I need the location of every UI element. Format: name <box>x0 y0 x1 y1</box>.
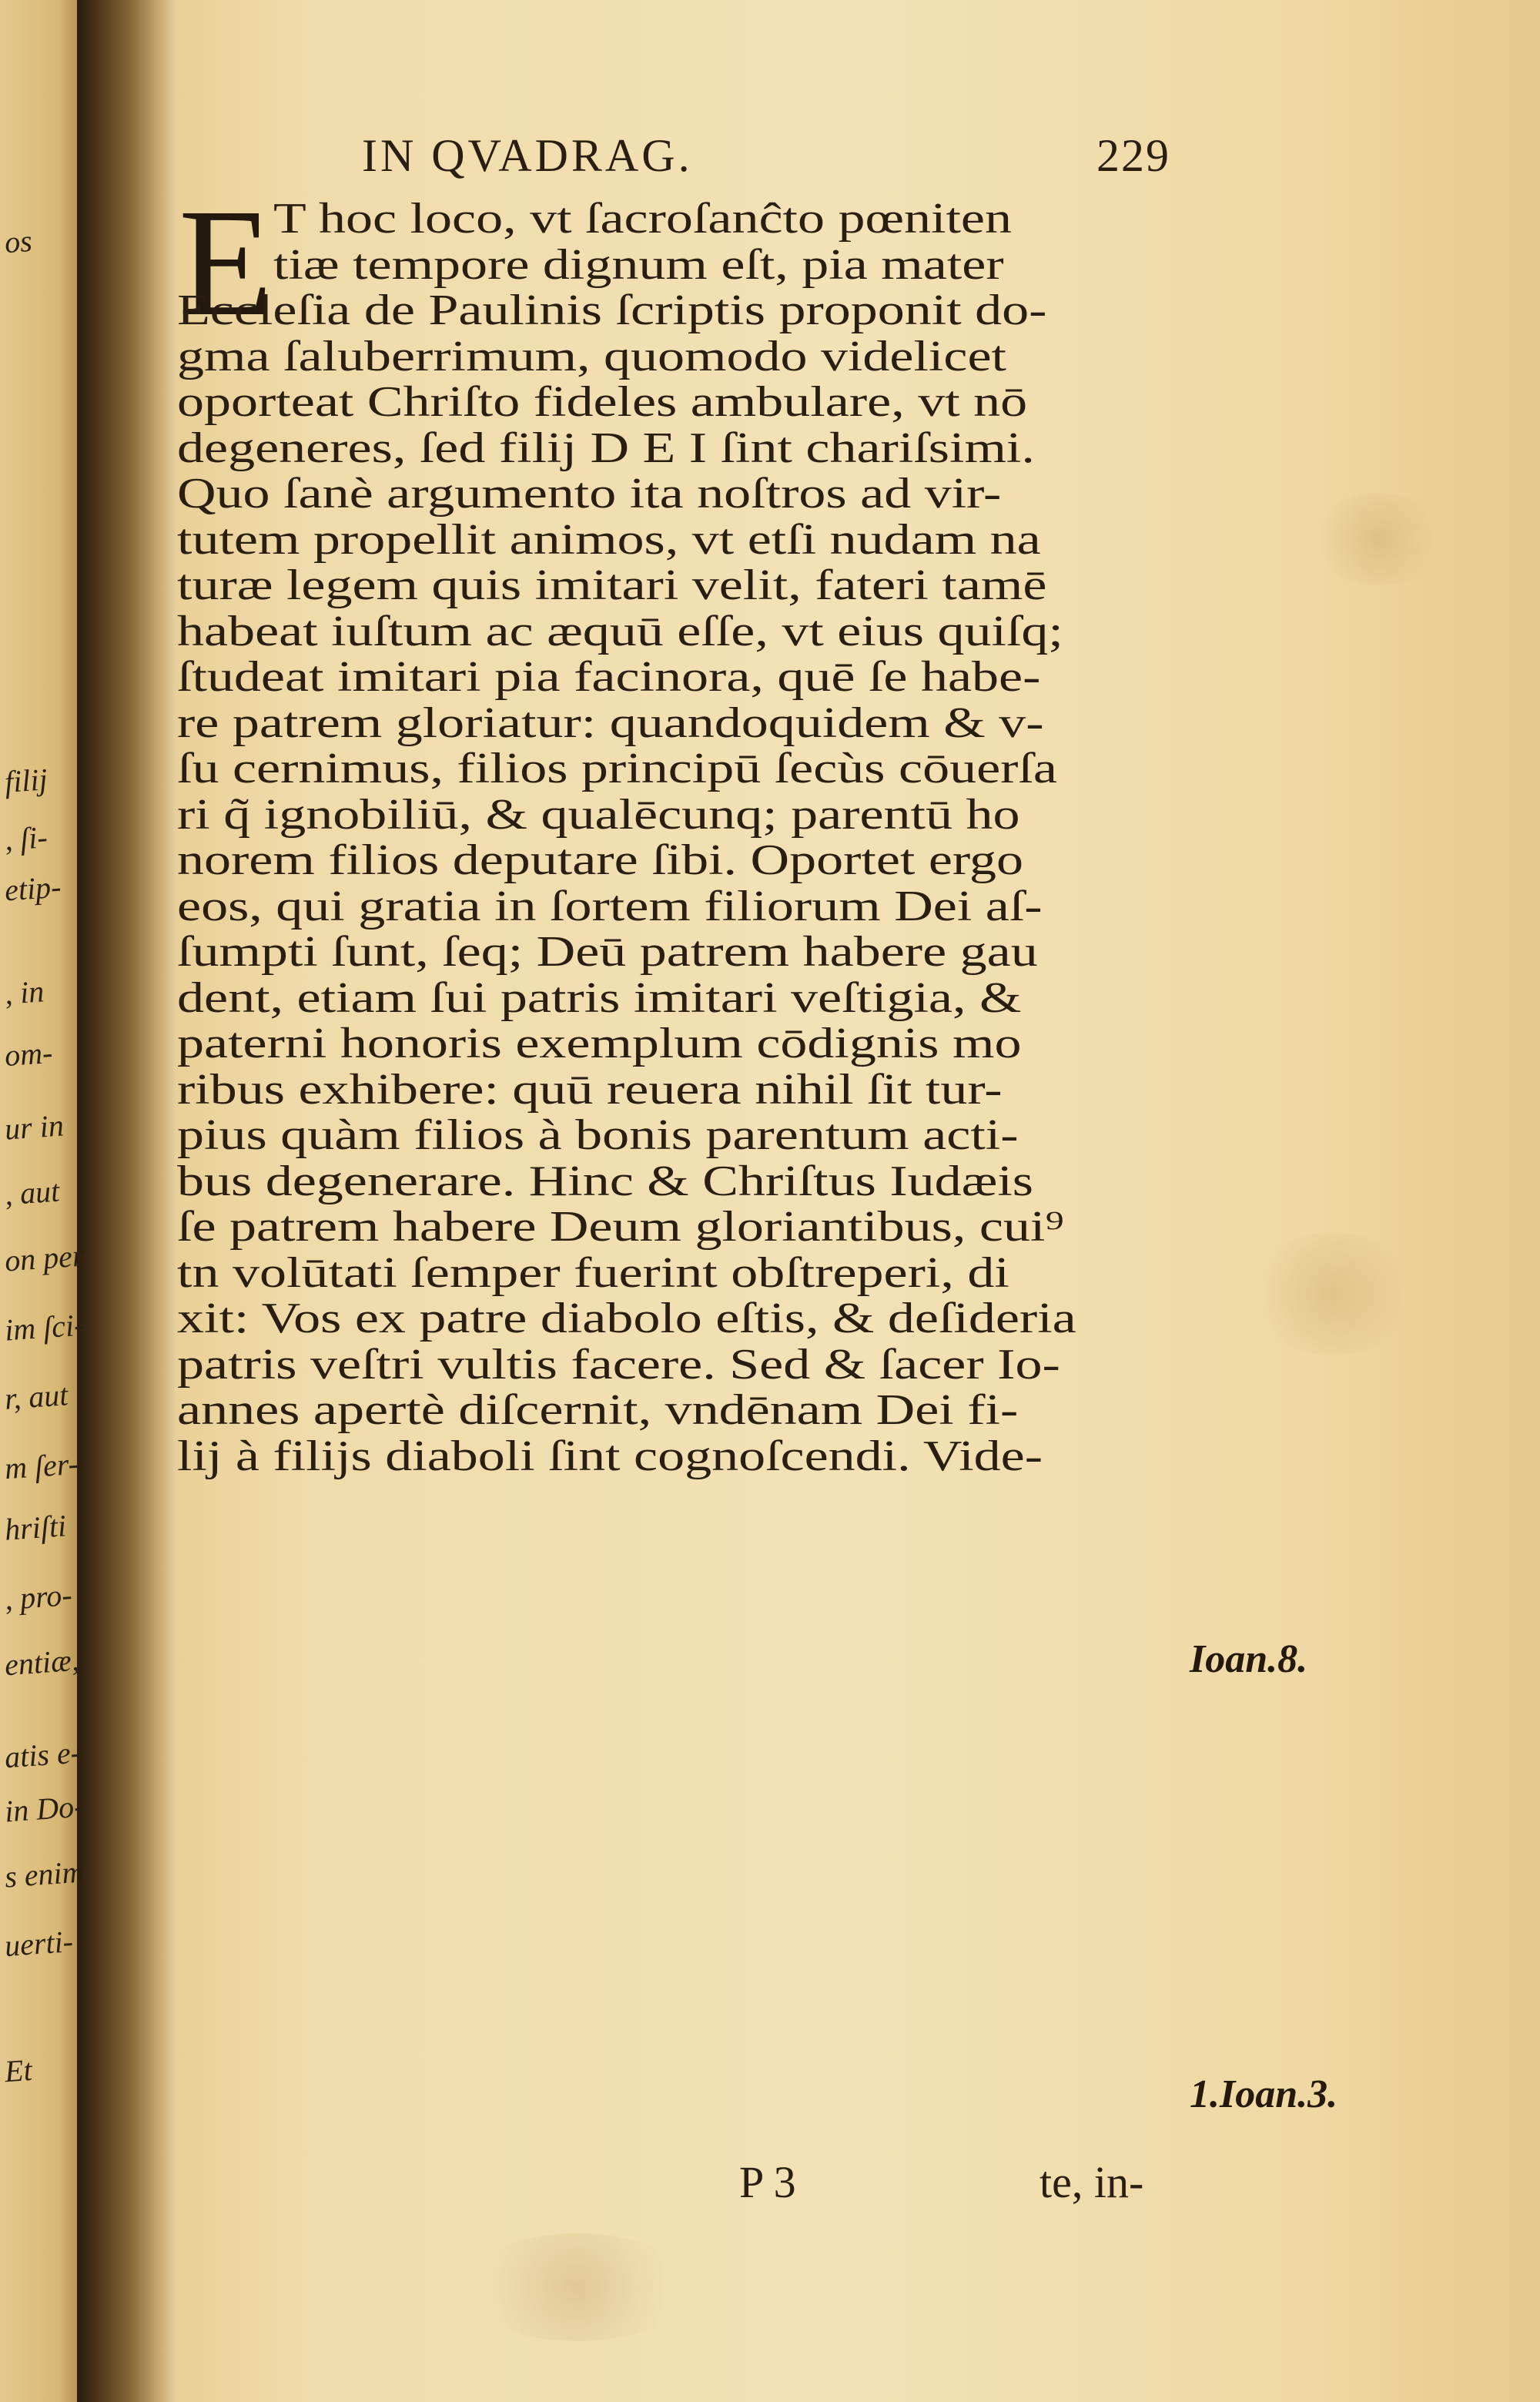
paper-stain <box>1309 493 1448 585</box>
facing-fragment: uerti- <box>3 1923 75 1964</box>
facing-fragment: etip- <box>3 869 62 908</box>
facing-fragment: Et <box>3 2052 34 2089</box>
text-line-content: turæ legem quis imitari velit, fateri tamē <box>177 561 1047 609</box>
paper-stain <box>1247 1232 1417 1355</box>
text-line-content: oporteat Chriſto fideles ambulare, vt nō <box>177 378 1028 426</box>
text-line-content: gma ſaluberrimum, quomodo videlicet <box>177 332 1006 380</box>
facing-fragment: on per <box>3 1238 85 1278</box>
signature-mark: P 3 <box>739 2157 796 2207</box>
text-line <box>177 746 1178 792</box>
paper-stain <box>462 2233 693 2341</box>
text-line <box>177 1296 1178 1342</box>
text-line-content: annes apertè diſcernit, vndēnam Dei fi- <box>177 1386 1019 1434</box>
text-line-content: tutem propellit animos, vt etſi nudam na <box>177 515 1041 564</box>
text-line <box>177 1113 1178 1159</box>
text-line <box>177 1342 1178 1389</box>
text-line <box>177 196 1178 243</box>
facing-fragment: im ſci- <box>3 1307 85 1348</box>
text-line-content: ſumpti ſunt, ſeq; Deū patrem habere gau <box>177 928 1038 976</box>
text-line-content: paterni honoris exemplum cōdignis mo <box>177 1020 1022 1067</box>
text-line-content: lij à filijs diaboli ſint cognoſcendi. Vide- <box>177 1432 1043 1480</box>
text-line-content: ſe patrem habere Deum gloriantibus, cui⁹ <box>177 1203 1064 1251</box>
text-line <box>177 1204 1178 1251</box>
text-line-content: degeneres, ſed filij D E I ſint chariſsimi. <box>177 424 1035 472</box>
facing-page-text-fragments <box>0 0 85 2402</box>
text-line <box>177 515 1178 564</box>
facing-fragment: r, aut <box>3 1377 69 1416</box>
text-line <box>177 1388 1178 1434</box>
facing-fragment: , aut <box>3 1173 61 1212</box>
text-line <box>177 838 1178 884</box>
text-line <box>177 1434 1178 1480</box>
facing-fragment: in Do- <box>3 1788 85 1829</box>
binding-gutter <box>77 0 177 2402</box>
marginal-reference: Ioan.8. <box>1190 1637 1308 1681</box>
text-line <box>177 973 1178 1022</box>
facing-fragment: s enim <box>3 1854 85 1894</box>
text-line-content: Quo ſanè argumento ita noſtros ad vir- <box>177 470 1002 518</box>
drop-capital: E <box>179 178 273 348</box>
facing-fragment: , in <box>3 973 45 1011</box>
text-line-content: tiæ tempore dignum eſt, pia mater <box>273 240 1004 289</box>
text-line <box>177 884 1178 930</box>
text-line <box>177 288 1178 334</box>
text-line-content: habeat iuſtum ac æquū eſſe, vt eius quiſq; <box>177 607 1063 655</box>
text-line-content: re patrem gloriatur: quandoquidem & v- <box>177 698 1044 747</box>
text-line <box>177 563 1178 609</box>
running-head: IN QVADRAG. <box>362 130 693 181</box>
text-line <box>177 380 1178 426</box>
text-line <box>177 1248 1178 1297</box>
page-header <box>362 129 1170 183</box>
text-line <box>177 792 1178 839</box>
facing-fragment: om- <box>3 1034 54 1074</box>
text-line-content: norem filios deputare ſibi. Oportet ergo <box>177 836 1023 884</box>
text-line <box>177 1159 1178 1205</box>
facing-fragment: , pro- <box>3 1577 73 1616</box>
text-line <box>177 698 1178 747</box>
facing-fragment: hriſti <box>3 1508 68 1547</box>
text-line-content: ſu cernimus, filios principū ſecùs cōuerſa <box>177 745 1058 792</box>
text-line <box>177 426 1178 472</box>
text-line-content: dent, etiam ſui patris imitari veſtigia, & <box>177 973 1022 1022</box>
text-line-content: patris veſtri vultis facere. Sed & ſacer Io- <box>177 1340 1060 1389</box>
body-text <box>177 178 1178 1480</box>
facing-fragment: , ſi- <box>3 819 49 857</box>
text-line <box>177 471 1178 518</box>
text-line-content: tn volūtati ſemper fuerint obſtreperi, di <box>177 1248 1009 1297</box>
text-line-content: ri q̃ ignobiliū, & qualēcunq; parentū ho <box>177 790 1020 839</box>
text-line-content: bus degenerare. Hinc & Chriſtus Iudæis <box>177 1157 1034 1205</box>
marginal-reference: 1.Ioan.3. <box>1190 2072 1338 2116</box>
text-line <box>177 334 1178 380</box>
facing-fragment: atis e- <box>3 1734 82 1775</box>
text-line-content: T hoc loco, vt ſacroſanĉto pœniten <box>273 195 1012 243</box>
facing-fragment: entiæ, <box>3 1642 81 1683</box>
text-line <box>177 930 1178 976</box>
text-line-content: xit: Vos ex patre diabolo eſtis, & deſideria <box>177 1295 1076 1342</box>
text-line <box>177 240 1178 289</box>
catchword: te, in- <box>1040 2157 1144 2207</box>
text-line <box>177 655 1178 701</box>
facing-fragment: filij <box>3 762 49 799</box>
text-line-content: pius quàm filios à bonis parentum acti- <box>177 1111 1019 1159</box>
text-line-content: eos, qui gratia in ſortem filiorum Dei aſ- <box>177 882 1043 930</box>
folio-number: 229 <box>1096 130 1170 181</box>
text-line-content: ribus exhibere: quū reuera nihil ſit tur- <box>177 1065 1003 1114</box>
facing-fragment: m ſer- <box>3 1446 80 1486</box>
text-line <box>177 1067 1178 1114</box>
text-line <box>177 609 1178 655</box>
text-line-content: Eccleſia de Paulinis ſcriptis proponit do- <box>177 286 1047 334</box>
facing-fragment: ur in <box>3 1107 65 1147</box>
facing-fragment: os <box>3 223 34 260</box>
text-line <box>177 1021 1178 1067</box>
text-line-content: ſtudeat imitari pia facinora, quē ſe habe- <box>177 653 1041 701</box>
